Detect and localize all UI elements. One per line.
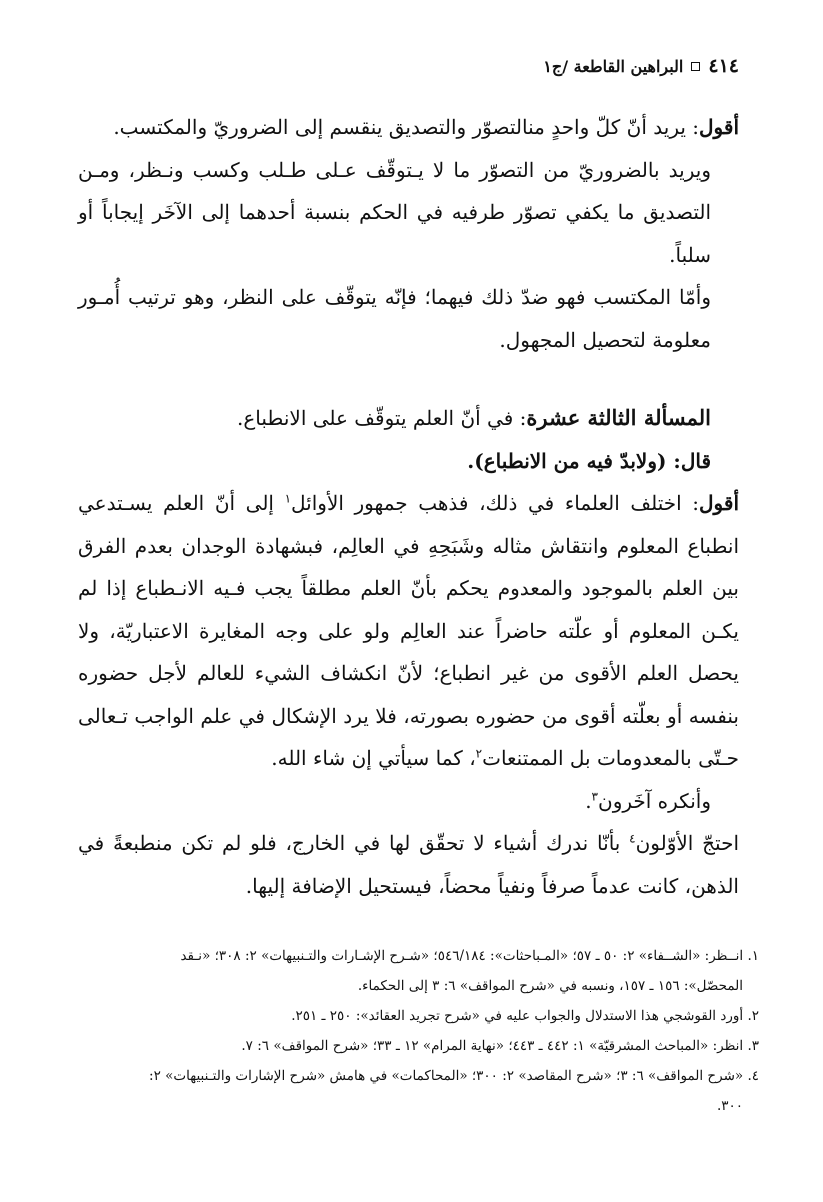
footnotes xyxy=(78,941,759,1121)
footnote-2 xyxy=(78,1001,759,1031)
footnote-1-continued xyxy=(78,971,759,1001)
square-separator-icon xyxy=(691,62,700,71)
footnote-text: المحصّل»: ١٥٦ ـ ١٥٧، ونسبه في «شرح المواقف» ٦: ٣ إلى الحكماء. xyxy=(357,978,743,994)
paragraph-text: : يريد أنّ كلّ واحدٍ منالتصوّر والتصديق ينقسم إلى الضروريّ والمكتسب. xyxy=(113,115,700,139)
footnote-4-continued xyxy=(78,1091,759,1121)
footnote-4 xyxy=(78,1061,759,1091)
paragraph-label: أقول xyxy=(699,115,739,139)
paragraph-text: : اختلف العلماء في ذلك، فذهب جمهور الأوائل xyxy=(291,491,700,515)
main-text xyxy=(78,106,739,907)
paragraph-text: بأنّا ندرك أشياء لا تحقّق لها في الخارج، فلو لم تكن منطبعةً في الذهن، كانت عدماً صرفاً ونفياً محضاً، فيستحيل الإضافة إليها. xyxy=(78,831,739,898)
paragraph-text: احتجّ الأوّلون xyxy=(635,831,739,855)
footnote-marker: ٢ xyxy=(475,746,483,761)
paragraph-1 xyxy=(78,106,739,149)
footnote-text: ٤. «شرح المواقف» ٦: ٣؛ «شرح المقاصد» ٢: ٣٠٠؛ «المحاكمات» في هامش «شرح الإشارات والتـنبيهات» ٢: xyxy=(149,1068,759,1084)
footnote-marker: ١ xyxy=(284,491,292,506)
paragraph-4 xyxy=(78,482,739,780)
quote-line xyxy=(78,440,739,483)
paragraph-3: وأمّا المكتسب فهو ضدّ ذلك فيهما؛ فإنّه يتوقّف على النظر، وهو ترتيب أُمـور معلومة لتحصيل المجهول. xyxy=(78,285,711,352)
paragraph-text: إلى أنّ العلم يسـتدعي انطباع المعلوم وانتقاش مثاله وشَبَحِهِ في العالِم، فبشهادة الوجدان بعدم الفرق بين العلم بالموجود والمعدوم يحكم بأنّ العلم مطلقاً يجب فـيه الانـطباع إذا لم يكـن المعلوم أو علّته حاضراً عند العالِم ولو على وجه المغايرة الاعتباريّة، ولا يحصل العلم الأقوى من غير انطباع؛ لأنّ انكشاف الشيء للعالم لأجل حضوره بنفسه أو بعلّته أقوى من حضوره بصورته، فلا يرد الإشكال في علم الواجب تـعالى حـتّى بالمعدومات بل الممتنعات xyxy=(78,491,739,770)
footnote-marker: ٣ xyxy=(591,788,598,803)
paragraph-text: وأنكره آخَرون xyxy=(598,788,711,813)
quote-label: قال xyxy=(680,448,711,473)
footnote-text: ٣. انظر: «المباحث المشرقيّة» ١: ٤٤٢ ـ ٤٤٣؛ «نهاية المرام» ١٢ ـ ٣٣؛ «شرح المواقف» ٦: ٧. xyxy=(241,1038,759,1054)
paragraph-text: . xyxy=(585,788,592,813)
issue-heading-label: المسألة الثالثة عشرة xyxy=(526,405,711,430)
paragraph-5 xyxy=(78,780,739,823)
footnote-text: ٢. أورد القوشجي هذا الاستدلال والجواب عليه في «شرح تجريد العقائد»: ٢٥٠ ـ ٢٥١. xyxy=(291,1008,759,1024)
footnote-1 xyxy=(78,941,759,971)
paragraph-label: أقول xyxy=(699,491,739,515)
issue-heading xyxy=(78,397,739,440)
issue-heading-text: : في أنّ العلم يتوقّف على الانطباع. xyxy=(237,406,527,430)
footnote-3 xyxy=(78,1031,759,1061)
paragraph-2: ويريد بالضروريّ من التصوّر ما لا يـتوقّف عـلى طـلب وكسب ونـظر، ومـن التصديق ما يكفي تصوّر طرفيه في الحكم بنسبة أحدهما إلى الآخَر إيجاباً أو سلباً. xyxy=(78,157,711,267)
running-head xyxy=(78,46,739,86)
issue-heading-block xyxy=(78,397,739,482)
paragraph-text: ، كما سيأتي إن شاء الله. xyxy=(271,746,476,770)
footnote-text: ١. انــظر: «الشــفاء» ٢: ٥٠ ـ ٥٧؛ «المـباحثات»: ٥٤٦/١٨٤؛ «شـرح الإشـارات والتـنبيهات» ٢: ٣٠٨؛ «نـقد xyxy=(180,948,759,964)
quote-text: : (ولابدّ فيه من الانطباع). xyxy=(467,448,681,473)
paragraph-6 xyxy=(78,822,739,907)
footnote-marker: ٤ xyxy=(629,831,636,846)
footnote-text: ٣٠٠. xyxy=(716,1098,743,1114)
page-number: ٤١٤ xyxy=(708,55,739,77)
book-reference: البراهين القاطعة /ج١ xyxy=(543,56,684,76)
